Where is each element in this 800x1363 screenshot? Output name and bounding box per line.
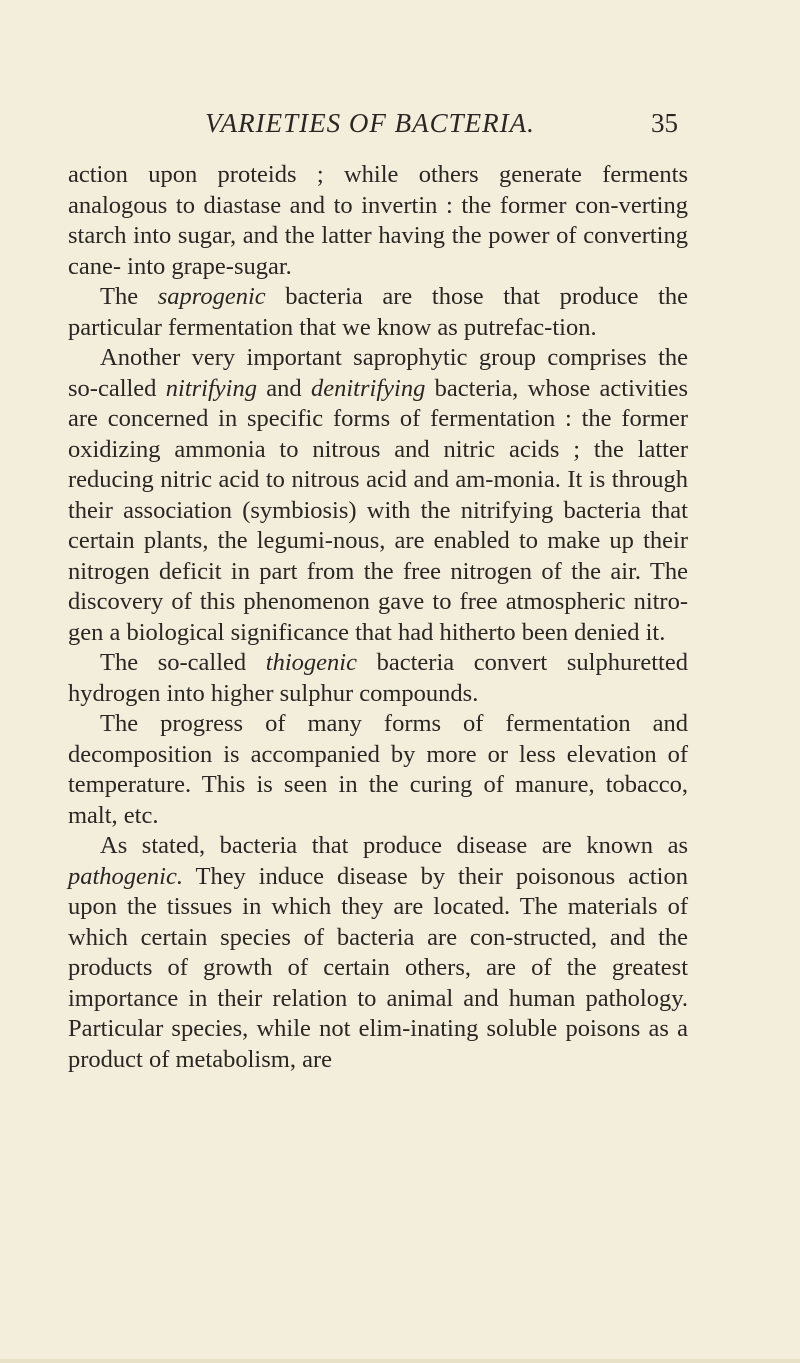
page-number: 35 xyxy=(651,108,678,138)
text-run: As stated, bacteria that produce disease are known as xyxy=(100,832,688,859)
text-run: bacteria, whose activities are concerned in specific forms of fermentation : the former oxidizing ammonia to nitrous and nitric acids ; the latter reducing nitric acid to nitrous acid and am-monia. It is through their association (symbiosis) with the nitrifying bacteria that certain plants, the legumi-nous, are enabled to make up their nitrogen deficit in part from the free nitrogen of the air. The discovery of this phenomenon gave to free atmospheric nitro-gen a biological significance that had hitherto been denied it. xyxy=(68,374,688,646)
italic-term: pathogenic. xyxy=(68,862,183,890)
text-run: They induce disease by their poisonous action upon the tissues in which they are located. The materials of which certain species of bacteria are con-structed, and the products of growth of certain others, are of the greatest importance in their relation to animal and human pathology. Particular species, while not elim-inating soluble poisons as a product of metabolism, are xyxy=(68,862,688,1073)
page-edge xyxy=(0,1359,800,1363)
text-run: bacteria are those that produce the particular fermentation that we know as putrefac-tion. xyxy=(68,283,689,341)
paragraph xyxy=(68,282,688,343)
text-run: and xyxy=(256,374,311,402)
text-run: The xyxy=(100,283,158,310)
running-head: VARIETIES OF BACTERIA. xyxy=(205,108,535,138)
italic-term: denitrifying xyxy=(311,374,426,402)
text-run: The progress of many forms of fermentation and decomposition is accompanied by more or less elevation of temperature. This is seen in the curing of manure, tobacco, malt, etc. xyxy=(68,710,688,829)
paragraph xyxy=(68,831,688,1075)
body-text xyxy=(68,160,688,1075)
page-header xyxy=(0,108,800,138)
italic-term: thiogenic xyxy=(265,649,357,676)
text-run: Another very important saprophytic group comprises the so-called xyxy=(68,344,688,402)
text-run: bacteria convert sulphuretted hydrogen into higher sulphur compounds. xyxy=(68,649,688,707)
paragraph xyxy=(68,343,688,648)
italic-term: nitrifying xyxy=(165,374,257,402)
paragraph xyxy=(68,160,688,282)
paragraph xyxy=(68,648,688,709)
italic-term: saprogenic xyxy=(157,283,266,310)
text-run: action upon proteids ; while others generate ferments analogous to diastase and to invertin : the former con-verting starch into sugar, and the latter having the power of converting cane- into grape-sugar. xyxy=(68,161,688,280)
text-run: The so-called xyxy=(100,649,266,676)
paragraph xyxy=(68,709,688,831)
